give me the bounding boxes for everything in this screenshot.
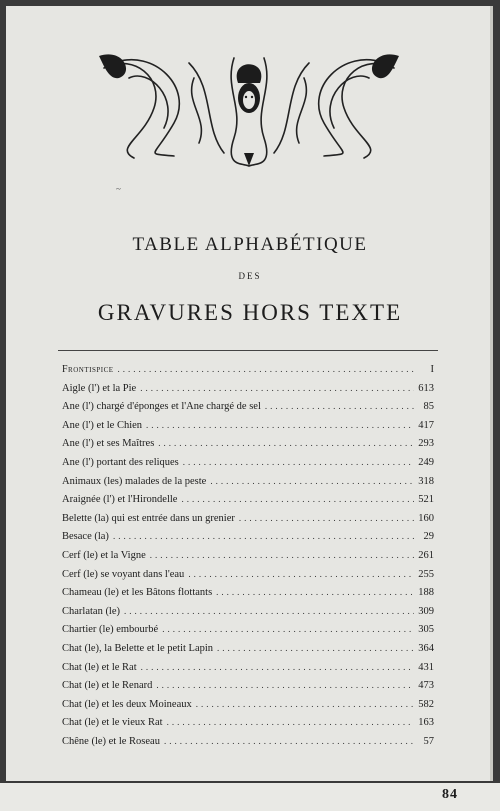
index-entry [62, 527, 434, 546]
entry-label: Ane (l') portant des reliques [62, 456, 179, 468]
dot-leader [265, 397, 414, 416]
entry-page: 163 [418, 717, 434, 729]
entry-page: I [430, 364, 434, 375]
index-entry [62, 360, 434, 379]
entry-page: 318 [418, 475, 434, 487]
title-connector: DES [238, 271, 262, 281]
entry-label: Ane (l') et le Chien [62, 419, 143, 431]
entry-page: 417 [418, 419, 434, 431]
entry-label: Charlatan (le) [62, 605, 121, 617]
entry-label: Ane (l') chargé d'éponges et l'Ane chargé de sel [62, 401, 261, 413]
entry-page: 613 [418, 382, 434, 394]
entry-label: Belette (la) qui est entrée dans un grenier [62, 512, 235, 524]
entry-page: 473 [418, 680, 434, 692]
entry-page: 261 [418, 549, 434, 561]
dot-leader [146, 416, 414, 435]
entry-page: 29 [423, 531, 434, 543]
entry-page: 431 [418, 661, 434, 673]
index-entry [62, 658, 434, 677]
heading-rule [58, 350, 438, 351]
stray-mark: ~ [116, 184, 121, 194]
dot-leader [196, 695, 414, 714]
index-list [62, 360, 434, 750]
index-entry [62, 565, 434, 584]
entry-page: 293 [418, 438, 434, 450]
entry-page: 255 [418, 568, 434, 580]
entry-page: 188 [418, 587, 434, 599]
dot-leader [188, 565, 414, 584]
entry-label: Chat (le), la Belette et le petit Lapin [62, 642, 214, 654]
dot-leader [124, 602, 414, 621]
index-entry [62, 453, 434, 472]
dot-leader [239, 509, 414, 528]
entry-label: Cerf (le) se voyant dans l'eau [62, 568, 185, 580]
entry-label: Chartier (le) embourbé [62, 624, 159, 636]
entry-label: Cerf (le) et la Vigne [62, 549, 146, 561]
entry-label: Frontispice [62, 364, 114, 375]
entry-page: 305 [418, 624, 434, 636]
entry-label: Ane (l') et ses Maîtres [62, 438, 155, 450]
dot-leader [164, 732, 414, 751]
entry-label: Araignée (l') et l'Hirondelle [62, 494, 178, 506]
entry-label: Chat (le) et le Rat [62, 661, 137, 673]
dot-leader [141, 658, 414, 677]
entry-page: 364 [418, 642, 434, 654]
dot-leader [217, 639, 414, 658]
entry-page: 309 [418, 605, 434, 617]
dot-leader [162, 620, 414, 639]
entry-label: Chat (le) et le Renard [62, 680, 153, 692]
entry-label: Chat (le) et les deux Moineaux [62, 698, 192, 710]
index-entry [62, 695, 434, 714]
dot-leader [113, 527, 414, 546]
dot-leader [150, 546, 414, 565]
index-entry [62, 472, 434, 491]
index-entry [62, 509, 434, 528]
index-entry [62, 379, 434, 398]
page-footer [0, 783, 500, 811]
dot-leader [216, 583, 414, 602]
index-entry [62, 434, 434, 453]
index-entry [62, 676, 434, 695]
index-entry [62, 732, 434, 751]
entry-label: Chêne (le) et le Roseau [62, 735, 160, 747]
dot-leader [181, 490, 414, 509]
dot-leader [118, 360, 414, 379]
entry-page: 57 [423, 735, 434, 747]
page-number: 84 [442, 787, 458, 802]
entry-page: 249 [418, 456, 434, 468]
index-entry [62, 397, 434, 416]
dot-leader [183, 453, 414, 472]
index-entry [62, 620, 434, 639]
page-title: TABLE ALPHABÉTIQUE [132, 234, 368, 255]
dot-leader [158, 434, 414, 453]
entry-label: Aigle (l') et la Pie [62, 382, 137, 394]
dot-leader [167, 713, 414, 732]
index-entry [62, 583, 434, 602]
index-entry [62, 602, 434, 621]
entry-page: 85 [423, 401, 434, 413]
index-entry [62, 713, 434, 732]
index-entry [62, 490, 434, 509]
entry-label: Animaux (les) malades de la peste [62, 475, 207, 487]
page-subtitle: GRAVURES HORS TEXTE [97, 300, 403, 325]
index-entry [62, 416, 434, 435]
entry-page: 160 [418, 512, 434, 524]
dot-leader [140, 379, 414, 398]
entry-page: 582 [418, 698, 434, 710]
index-entry [62, 639, 434, 658]
entry-label: Chat (le) et le vieux Rat [62, 717, 163, 729]
dot-leader [156, 676, 414, 695]
entry-label: Besace (la) [62, 531, 109, 543]
ornamental-headpiece [94, 48, 404, 168]
dot-leader [210, 472, 414, 491]
entry-label: Chameau (le) et les Bâtons flottants [62, 587, 213, 599]
index-entry [62, 546, 434, 565]
entry-page: 521 [418, 494, 434, 506]
